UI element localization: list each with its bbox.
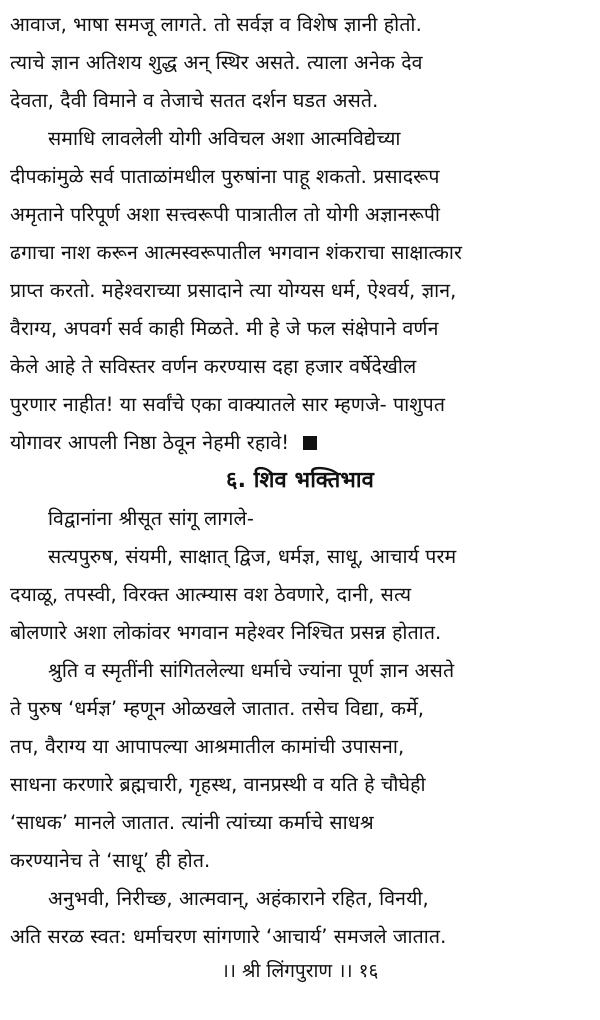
line-text: केले आहे ते सविस्तर वर्णन करण्यास दहा हजार वर्षेदेखील bbox=[10, 355, 417, 378]
paragraph-5-line bbox=[10, 728, 590, 766]
line-text: अमृताने परिपूर्ण अशा सत्त्वरूपी पात्रातील तो योगी अज्ञानरूपी bbox=[10, 203, 441, 226]
line-text: आवाज, भाषा समजू लागते. तो सर्वज्ञ व विशेष ज्ञानी होतो. bbox=[10, 13, 422, 36]
line-text: ते पुरुष ‘धर्मज्ञ’ म्हणून ओळखले जातात. तसेच विद्या, कर्मे, bbox=[10, 697, 425, 720]
paragraph-2-line bbox=[10, 120, 590, 158]
paragraph-2-line bbox=[10, 158, 590, 196]
line-text: साधना करणारे ब्रह्मचारी, गृहस्थ, वानप्रस्थी व यति हे चौघेही bbox=[10, 773, 426, 796]
paragraph-1-continuation-line bbox=[10, 44, 590, 82]
paragraph-2-line bbox=[10, 272, 590, 310]
line-text: ढगाचा नाश करून आत्मस्वरूपातील भगवान शंकराचा साक्षात्कार bbox=[10, 241, 463, 264]
line-text: दीपकांमुळे सर्व पाताळांमधील पुरुषांना पाहू शकतो. प्रसादरूप bbox=[10, 165, 440, 188]
paragraph-6-line bbox=[10, 880, 590, 918]
line-text: करण्यानेच ते ‘साधू’ ही होत. bbox=[10, 849, 211, 872]
paragraph-2-line bbox=[10, 196, 590, 234]
paragraph-4-line bbox=[10, 576, 590, 614]
line-text: अति सरळ स्वत: धर्माचरण सांगणारे ‘आचार्य’ समजले जातात. bbox=[10, 925, 447, 948]
paragraph-5-line bbox=[10, 842, 590, 880]
section-heading bbox=[10, 462, 590, 500]
line-text: योगावर आपली निष्ठा ठेवून नेहमी रहावे! bbox=[10, 431, 290, 454]
line-text: श्रुति व स्मृतींनी सांगितलेल्या धर्माचे ज्यांना पूर्ण ज्ञान असते bbox=[48, 659, 455, 682]
end-of-section-mark bbox=[303, 436, 317, 450]
paragraph-2-line bbox=[10, 234, 590, 272]
paragraph-2-line bbox=[10, 424, 590, 462]
line-text: ६. शिव भक्तिभाव bbox=[226, 468, 374, 493]
body-text bbox=[10, 6, 590, 956]
paragraph-2-line bbox=[10, 348, 590, 386]
line-text: ‘साधक’ मानले जातात. त्यांनी त्यांच्या कर्माचे साधश्र bbox=[10, 811, 374, 834]
line-text: तप, वैराग्य या आपापल्या आश्रमातील कामांची उपासना, bbox=[10, 735, 405, 758]
paragraph-6-line bbox=[10, 918, 590, 956]
paragraph-2-line bbox=[10, 386, 590, 424]
line-text: बोलणारे अशा लोकांवर भगवान महेश्वर निश्चित प्रसन्न होतात. bbox=[10, 621, 442, 644]
paragraph-4-line bbox=[10, 538, 590, 576]
paragraph-1-continuation-line bbox=[10, 6, 590, 44]
line-text: समाधि लावलेली योगी अविचल अशा आत्मविद्येच्या bbox=[48, 127, 401, 150]
paragraph-4-line bbox=[10, 614, 590, 652]
line-text: दयाळू, तपस्वी, विरक्त आत्म्यास वश ठेवणारे, दानी, सत्य bbox=[10, 583, 412, 606]
paragraph-5-line bbox=[10, 690, 590, 728]
line-text: प्राप्त करतो. महेश्वराच्या प्रसादाने त्या योग्यस धर्म, ऐश्वर्य, ज्ञान, bbox=[10, 279, 457, 302]
page-footer: ।। श्री लिंगपुराण ।। १६ bbox=[221, 960, 379, 982]
paragraph-5-line bbox=[10, 652, 590, 690]
paragraph-5-line bbox=[10, 766, 590, 804]
line-text: देवता, दैवी विमाने व तेजाचे सतत दर्शन घडत असते. bbox=[10, 89, 379, 112]
line-text: विद्वानांना श्रीसूत सांगू लागले- bbox=[48, 507, 254, 530]
line-text: वैराग्य, अपवर्ग सर्व काही मिळते. मी हे जे फल संक्षेपाने वर्णन bbox=[10, 317, 439, 340]
paragraph-3-line bbox=[10, 500, 590, 538]
paragraph-5-line bbox=[10, 804, 590, 842]
line-text: सत्यपुरुष, संयमी, साक्षात् द्विज, धर्मज्ञ, साधू, आचार्य परम bbox=[48, 545, 457, 568]
paragraph-2-line bbox=[10, 310, 590, 348]
line-text: त्याचे ज्ञान अतिशय शुद्ध अन् स्थिर असते. त्याला अनेक देव bbox=[10, 51, 423, 74]
line-text: अनुभवी, निरीच्छ, आत्मवान्, अहंकाराने रहित, विनयी, bbox=[48, 887, 429, 910]
line-text: पुरणार नाहीत! या सर्वांचे एका वाक्यातले सार म्हणजे- पाशुपत bbox=[10, 393, 446, 416]
paragraph-1-continuation-line bbox=[10, 82, 590, 120]
